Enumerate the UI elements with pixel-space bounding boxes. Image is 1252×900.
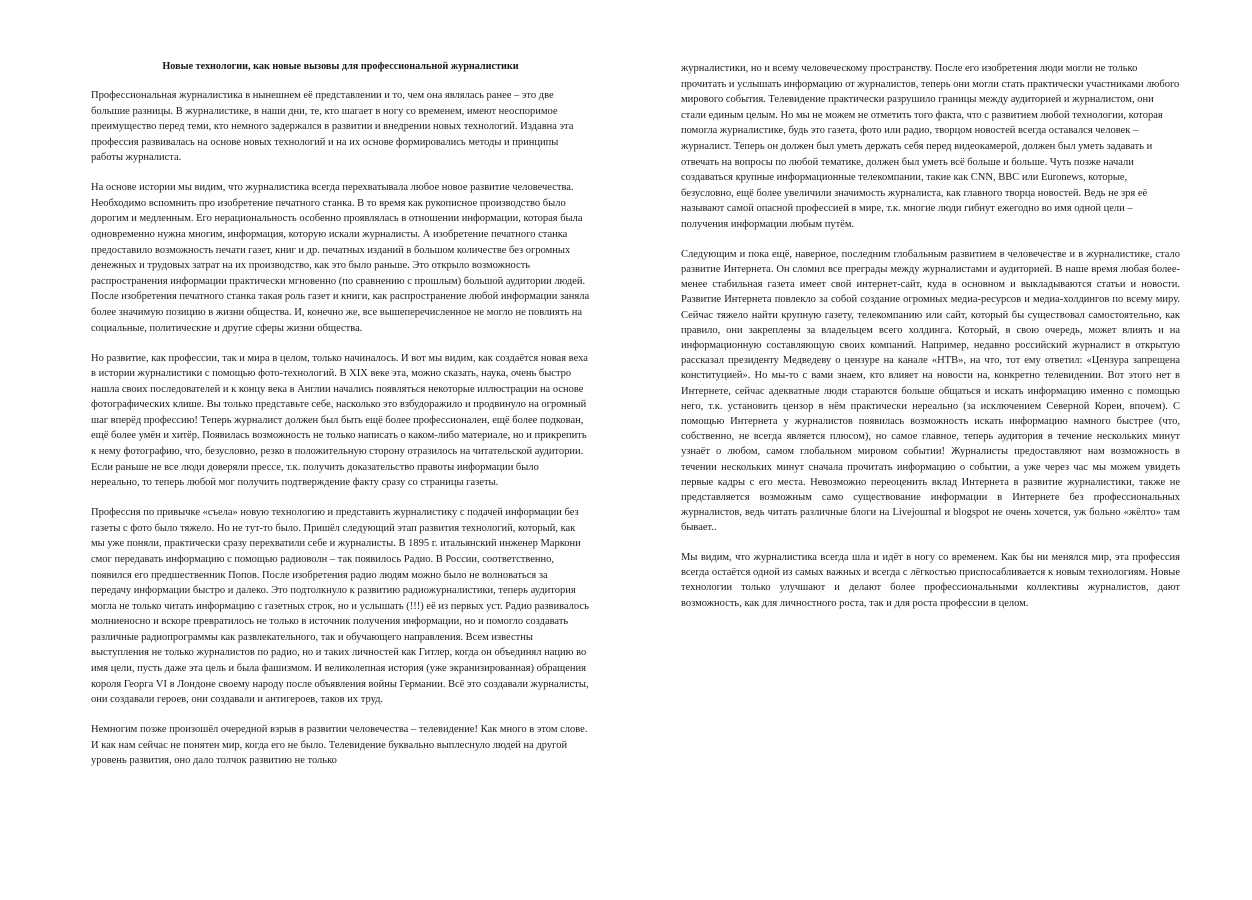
paragraph-radio: Профессия по привычке «съела» новую технологию и представить журналистику с подачей информации без газеты с фото было тяжело. Но не тут-то было. Пришёл следующий этап развития технологий, который, как мы уже поняли, практически сразу перехватили себе и журналисты. В 1895 г. итальянский инженер Маркони смог передавать информацию с помощью радиоволн – так появилось Радио. В России, соответственно, появился его предшественник Попов. После изобретения радио людям можно было не волноваться за передачу информации быстро и далеко. Это подтолкнуло к развитию радиожурналистики, теперь аудитория могла не только читать информацию с газетных строк, но и услышать (!!!) её из первых уст. Радио развивалось молниеносно и вскоре превратилось не только в источник получения информации, но и помогло создавать различные радиопрограммы как развлекательного, так и обучающего направления. Всем известны выступления не только журналистов по радио, но и таких личностей как Гитлер, когда он объединял нацию во имя цели, пусть даже эта цель и была фашизмом. И великолепная история (уже экранизированная) обращения короля Георга VI в Лондоне своему народу после объявления войны Германии. Всё это создавали журналисты, они создавали героев, они создавали и антигероев, таков их труд. bbox=[91, 507, 589, 706]
paragraph-photography: Но развитие, как профессии, так и мира в целом, только начиналось. И вот мы видим, как создаётся новая веха в истории журналистики с помощью фото-технологий. В XIX веке эта, можно сказать, наука, очень быстро нашла своих последователей и к концу века в Англии начались появляться некоторые иллюстрации на основе фотографических клише. Вы только представьте себе, насколько это взбудоражило и продвинуло на огромный шаг вперёд профессию! Теперь журналист должен был быть ещё более профессионален, ещё более подкован, ещё более умён и хитёр. Появилась возможность не только написать о каком-либо материале, но и прикрепить к нему фотографию, что, безусловно, резко в положительную сторону отразилось на читательской аудитории. Если раньше не все люди доверяли прессе, т.к. получить доказательство правоты информации было нереально, то теперь любой мог получить подтверждение факту сразу со страницы газеты. bbox=[91, 352, 588, 489]
paragraph-intro: Профессиональная журналистика в нынешнем её представлении и то, чем она являлась ранее – это две большие разницы. В журналистике, в наши дни, те, кто шагает в ногу со временем, имеют неоспоримое преимущество перед теми, кто немного задержался в развитии и внедрении новых технологий. Издавна эта профессия развивалась на основе новых технологий и на их основе формировались методы и принципы работы журналиста. bbox=[91, 90, 574, 164]
paragraph-television-start: Немногим позже произошёл очередной взрыв в развитии человечества – телевидение! Как много в этом слове. И как нам сейчас не понятен мир, когда его не было. Телевидение буквально выплеснуло людей на другой уровень развития, оно дало толчок развитию не только bbox=[91, 724, 588, 767]
document-page-right bbox=[626, 0, 1252, 900]
paragraph-conclusion: Мы видим, что журналистика всегда шла и идёт в ногу со временем. Как бы ни менялся мир, эта профессия всегда остаётся одной из самых важных и всегда с лёгкостью приспосабливается к новым технологиям. Новые технологии только улучшают и делают более профессиональными коллективы журналистов, дают возможность, как для личностного роста, так и для роста профессии в целом. bbox=[681, 551, 1180, 609]
paragraph-internet: Следующим и пока ещё, наверное, последним глобальным развитием в человечестве и в журналистике, стало развитие Интернета. Он сломил все преграды между журналистами и аудиторией. В наше время любая более-менее стабильная газета имеет свой интернет-сайт, куда в основном и выкладываются статьи и новости. Развитие Интернета повлекло за собой создание огромных медиа-ресурсов и медиа-холдингов по всему миру. Сейчас тяжело найти крупную газету, телекомпанию или сайт, который бы существовал самостоятельно, как правило, они закреплены за владельцем всего холдинга. Который, в свою очередь, может влиять и на информационную составляющую своих компаний. Например, недавно российский журналист в открытую рассказал президенту Медведеву о цензуре на канале «НТВ», на что, тот ему ответил: «Цензура запрещена конституцией». Но мы-то с вами знаем, кто влияет на новости на, конкретно телевидении. Вот этого нет в Интернете, сейчас адекватные люди стараются больше общаться и искать информацию именно с помощью него, т.к. установить цензор в нём практически нереально (за исключением Северной Кореи, впочем). С помощью Интернета у журналистов появилась возможность искать информацию намного быстрее (что, собственно, не всегда является плюсом), но самое главное, теперь аудитория в течение нескольких минут узнаёт о любом, самом глобальном мировом событии! Журналисты предоставляют нам возможность в течении нескольких минут сначала прочитать информацию о событии, а уже через час мы можем увидеть первые кадры с его места. Невозможно переоценить вклад Интернета в развитие журналистики, также не представляется возможным само существование информации в Интернете без профессиональных журналистов, ведь читать различные блоги на Livejournal и blogspot не очень хочется, уж больно «жёлто» там бывает.. bbox=[681, 248, 1180, 534]
document-title: Новые технологии, как новые вызовы для профессиональной журналистики bbox=[162, 61, 519, 72]
paragraph-television-continued: журналистики, но и всему человеческому пространству. После его изобретения люди могли не только прочитать и услышать информацию от журналистов, теперь они могли стать практически участниками любого мирового события. Телевидение практически разрушило границы между аудиторией и журналистом, они стали единым целым. Но мы не можем не отметить того факта, что с развитием любой технологии, которая помогла журналистике, будь это газета, фото или радио, творцом новостей всегда оставался человек – журналист. Теперь он должен был уметь держать себя перед видеокамерой, должен был уметь задавать и отвечать на вопросы по любой тематике, должен был уметь всё больше и больше. Чуть позже начали создаваться крупные информационные телекомпании, такие как CNN, BBC или Euronews, которые, безусловно, ещё более увеличили значимость журналиста, как главного творца новостей. Ведь не зря её называют самой опасной профессией в мире, т.к. многие люди гибнут ежегодно во имя одной цели – получения информации любым путём. bbox=[681, 63, 1180, 230]
paragraph-printing-press: На основе истории мы видим, что журналистика всегда перехватывала любое новое развитие человечества. Необходимо вспомнить про изобретение печатного станка. В то время как рукописное производство было дорогим и медленным. Его нерациональность особенно проявлялась в отношении информации, которая была одновременно нужна многим, информация, которую искали журналисты. А изобретение печатного станка предоставило возможность печати газет, книг и др. печатных изданий в большом количестве без огромных денежных и трудовых затрат на их производство, как это было раньше. Это открыло возможность распространения информации практически мгновенно (по сравнению с прошлым) большой аудитории людей. После изобретения печатного станка такая роль газет и книги, как распространение любой информации заняла более значимую позицию в жизни общества. И, конечно же, все вышеперечисленное не могло не повлиять на социальные, политические и другие сферы жизни общества. bbox=[91, 182, 590, 334]
